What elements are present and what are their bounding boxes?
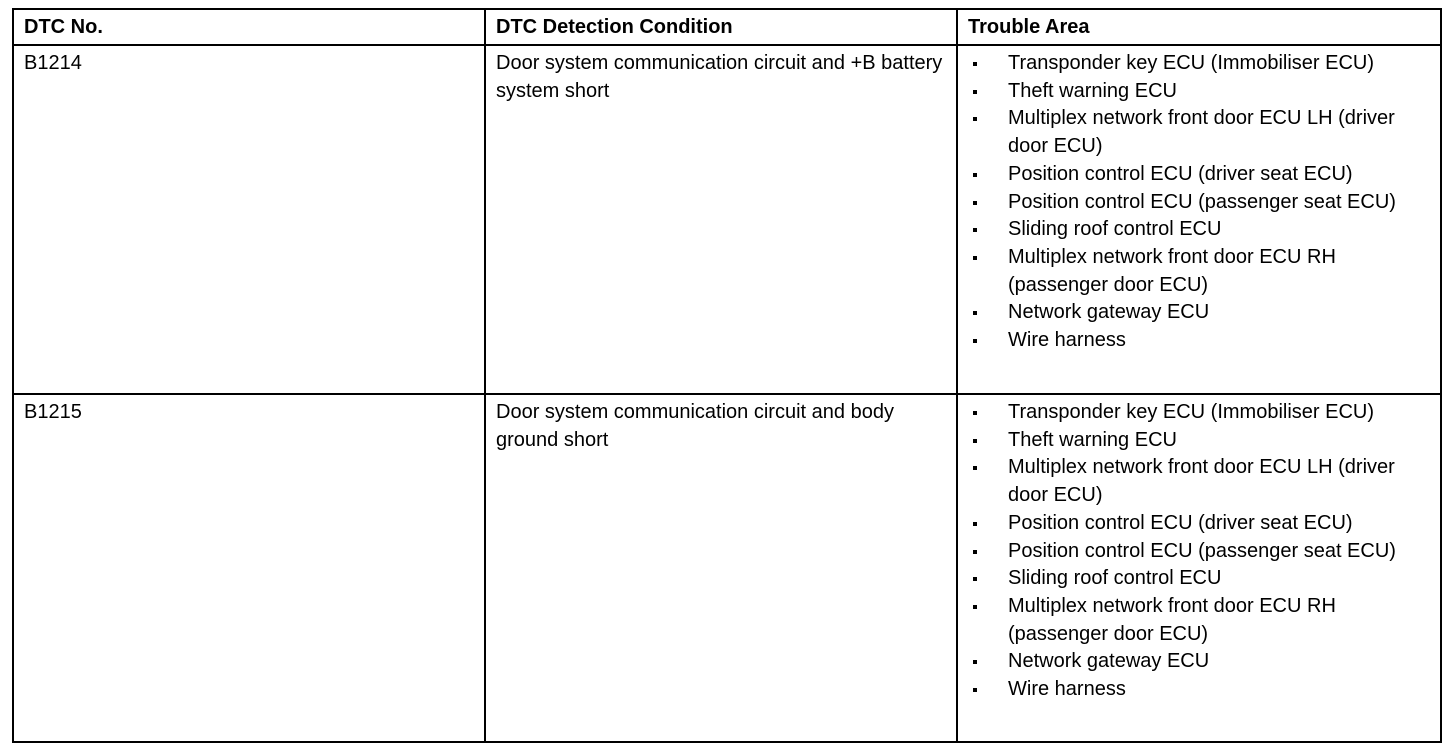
trouble-area-item: Sliding roof control ECU — [968, 216, 1430, 244]
trouble-area-item: Wire harness — [968, 327, 1430, 355]
trouble-area-item: Position control ECU (driver seat ECU) — [968, 161, 1430, 189]
trouble-area-cell — [957, 394, 1441, 742]
trouble-area-item: Transponder key ECU (Immobiliser ECU) — [968, 50, 1430, 78]
table-row — [13, 45, 1441, 394]
header-dtc-no: DTC No. — [13, 9, 485, 45]
header-trouble-area: Trouble Area — [957, 9, 1441, 45]
trouble-area-item: Theft warning ECU — [968, 427, 1430, 455]
trouble-area-list — [968, 50, 1430, 355]
dtc-table — [12, 8, 1442, 743]
trouble-area-item: Position control ECU (passenger seat ECU) — [968, 538, 1430, 566]
trouble-area-item: Wire harness — [968, 676, 1430, 704]
trouble-area-item: Sliding roof control ECU — [968, 565, 1430, 593]
trouble-area-item: Multiplex network front door ECU LH (driver door ECU) — [968, 454, 1430, 509]
header-detection-condition: DTC Detection Condition — [485, 9, 957, 45]
detection-condition-cell: Door system communication circuit and body ground short — [485, 394, 957, 742]
trouble-area-item: Network gateway ECU — [968, 648, 1430, 676]
dtc-code-cell: B1215 — [13, 394, 485, 742]
table-row — [13, 394, 1441, 742]
table-header-row — [13, 9, 1441, 45]
trouble-area-item: Position control ECU (passenger seat ECU) — [968, 189, 1430, 217]
trouble-area-list — [968, 399, 1430, 704]
trouble-area-item: Multiplex network front door ECU RH (passenger door ECU) — [968, 244, 1430, 299]
trouble-area-cell — [957, 45, 1441, 394]
trouble-area-item: Position control ECU (driver seat ECU) — [968, 510, 1430, 538]
trouble-area-item: Multiplex network front door ECU LH (driver door ECU) — [968, 105, 1430, 160]
trouble-area-item: Multiplex network front door ECU RH (passenger door ECU) — [968, 593, 1430, 648]
detection-condition-cell: Door system communication circuit and +B battery system short — [485, 45, 957, 394]
trouble-area-item: Transponder key ECU (Immobiliser ECU) — [968, 399, 1430, 427]
trouble-area-item: Network gateway ECU — [968, 299, 1430, 327]
dtc-code-cell: B1214 — [13, 45, 485, 394]
trouble-area-item: Theft warning ECU — [968, 78, 1430, 106]
